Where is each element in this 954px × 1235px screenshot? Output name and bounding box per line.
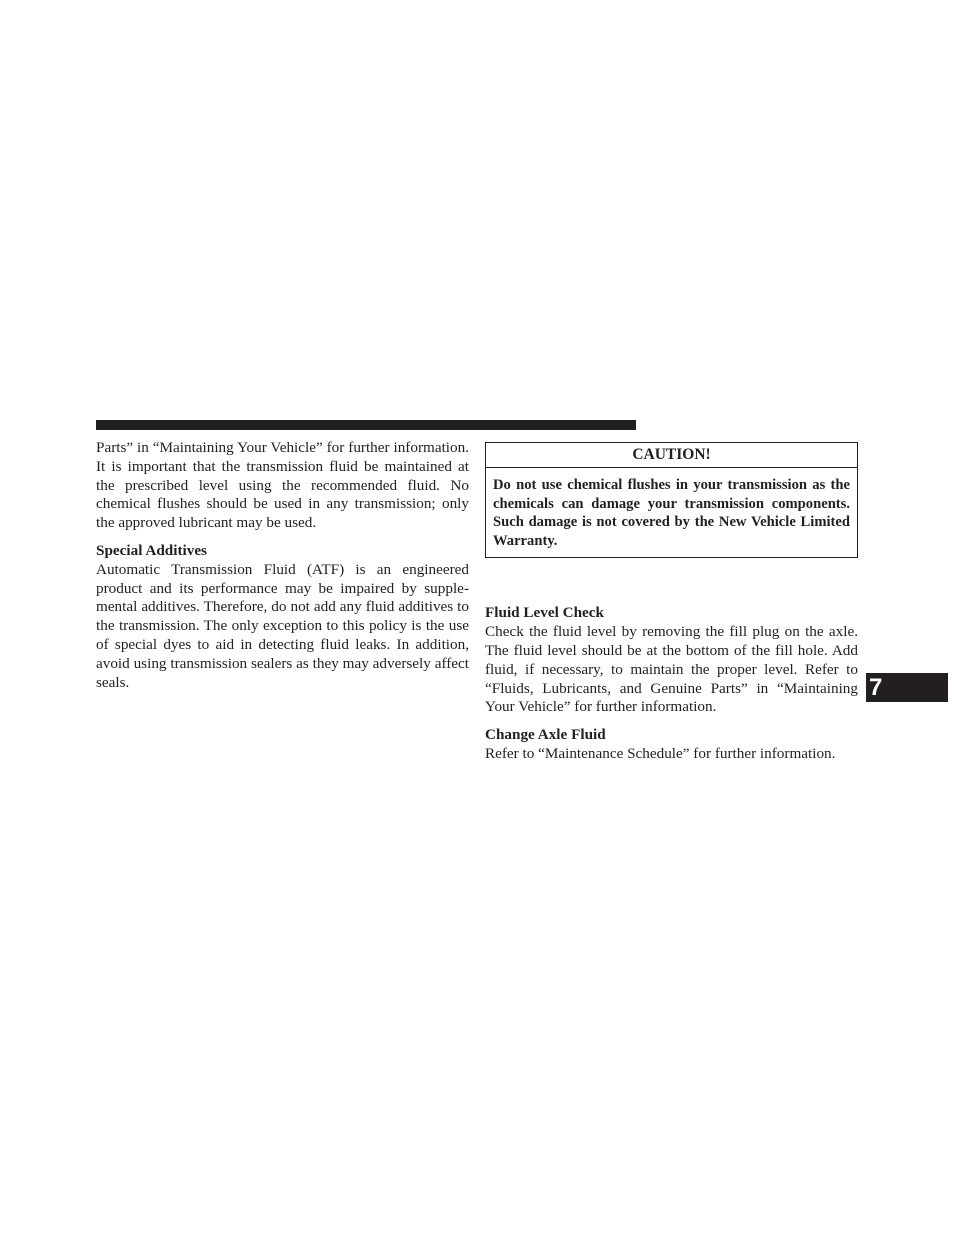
fluid-level-check-paragraph: Check the fluid level by removing the fill plug on the axle. The fluid level should be at the bottom of the fill hole. Add fluid, if necessary, to maintain the proper level. Refer to “Fluids, Lubricants, and Genuine Parts” in “Maintaining Your Vehicle” for further information. bbox=[485, 623, 858, 716]
right-column bbox=[485, 442, 858, 764]
header-rule bbox=[96, 420, 636, 430]
left-column bbox=[96, 439, 469, 692]
special-additives-heading: Special Additives bbox=[96, 541, 207, 559]
fluid-level-check-heading: Fluid Level Check bbox=[485, 604, 604, 622]
caution-text: Do not use chemical flushes in your transmission as the chemicals can damage your transmission components. Such damage is not covered by the New Vehicle Limited Warranty. bbox=[493, 477, 850, 549]
special-additives-paragraph: Automatic Transmission Fluid (ATF) is an engineered product and its performance may be impaired by supplemental additives. Therefore, do not add any fluid additives to the transmission. The only exception to this policy is the use of special dyes to aid in detecting fluid leaks. In addition, avoid using transmission sealers as they may adversely affect seals. bbox=[96, 560, 469, 691]
intro-paragraph: Parts” in “Maintaining Your Vehicle” for further information. It is important that the transmission fluid be maintained at the prescribed level using the recommended fluid. No chemical flushes should be used in any transmission; only the approved lubricant may be used. bbox=[96, 439, 469, 532]
caution-title: CAUTION! bbox=[486, 443, 857, 468]
change-axle-fluid-heading: Change Axle Fluid bbox=[485, 726, 606, 744]
chapter-tab: 7 bbox=[866, 673, 948, 702]
change-axle-fluid-paragraph: Refer to “Maintenance Schedule” for further information. bbox=[485, 744, 836, 762]
caution-box bbox=[485, 442, 858, 558]
